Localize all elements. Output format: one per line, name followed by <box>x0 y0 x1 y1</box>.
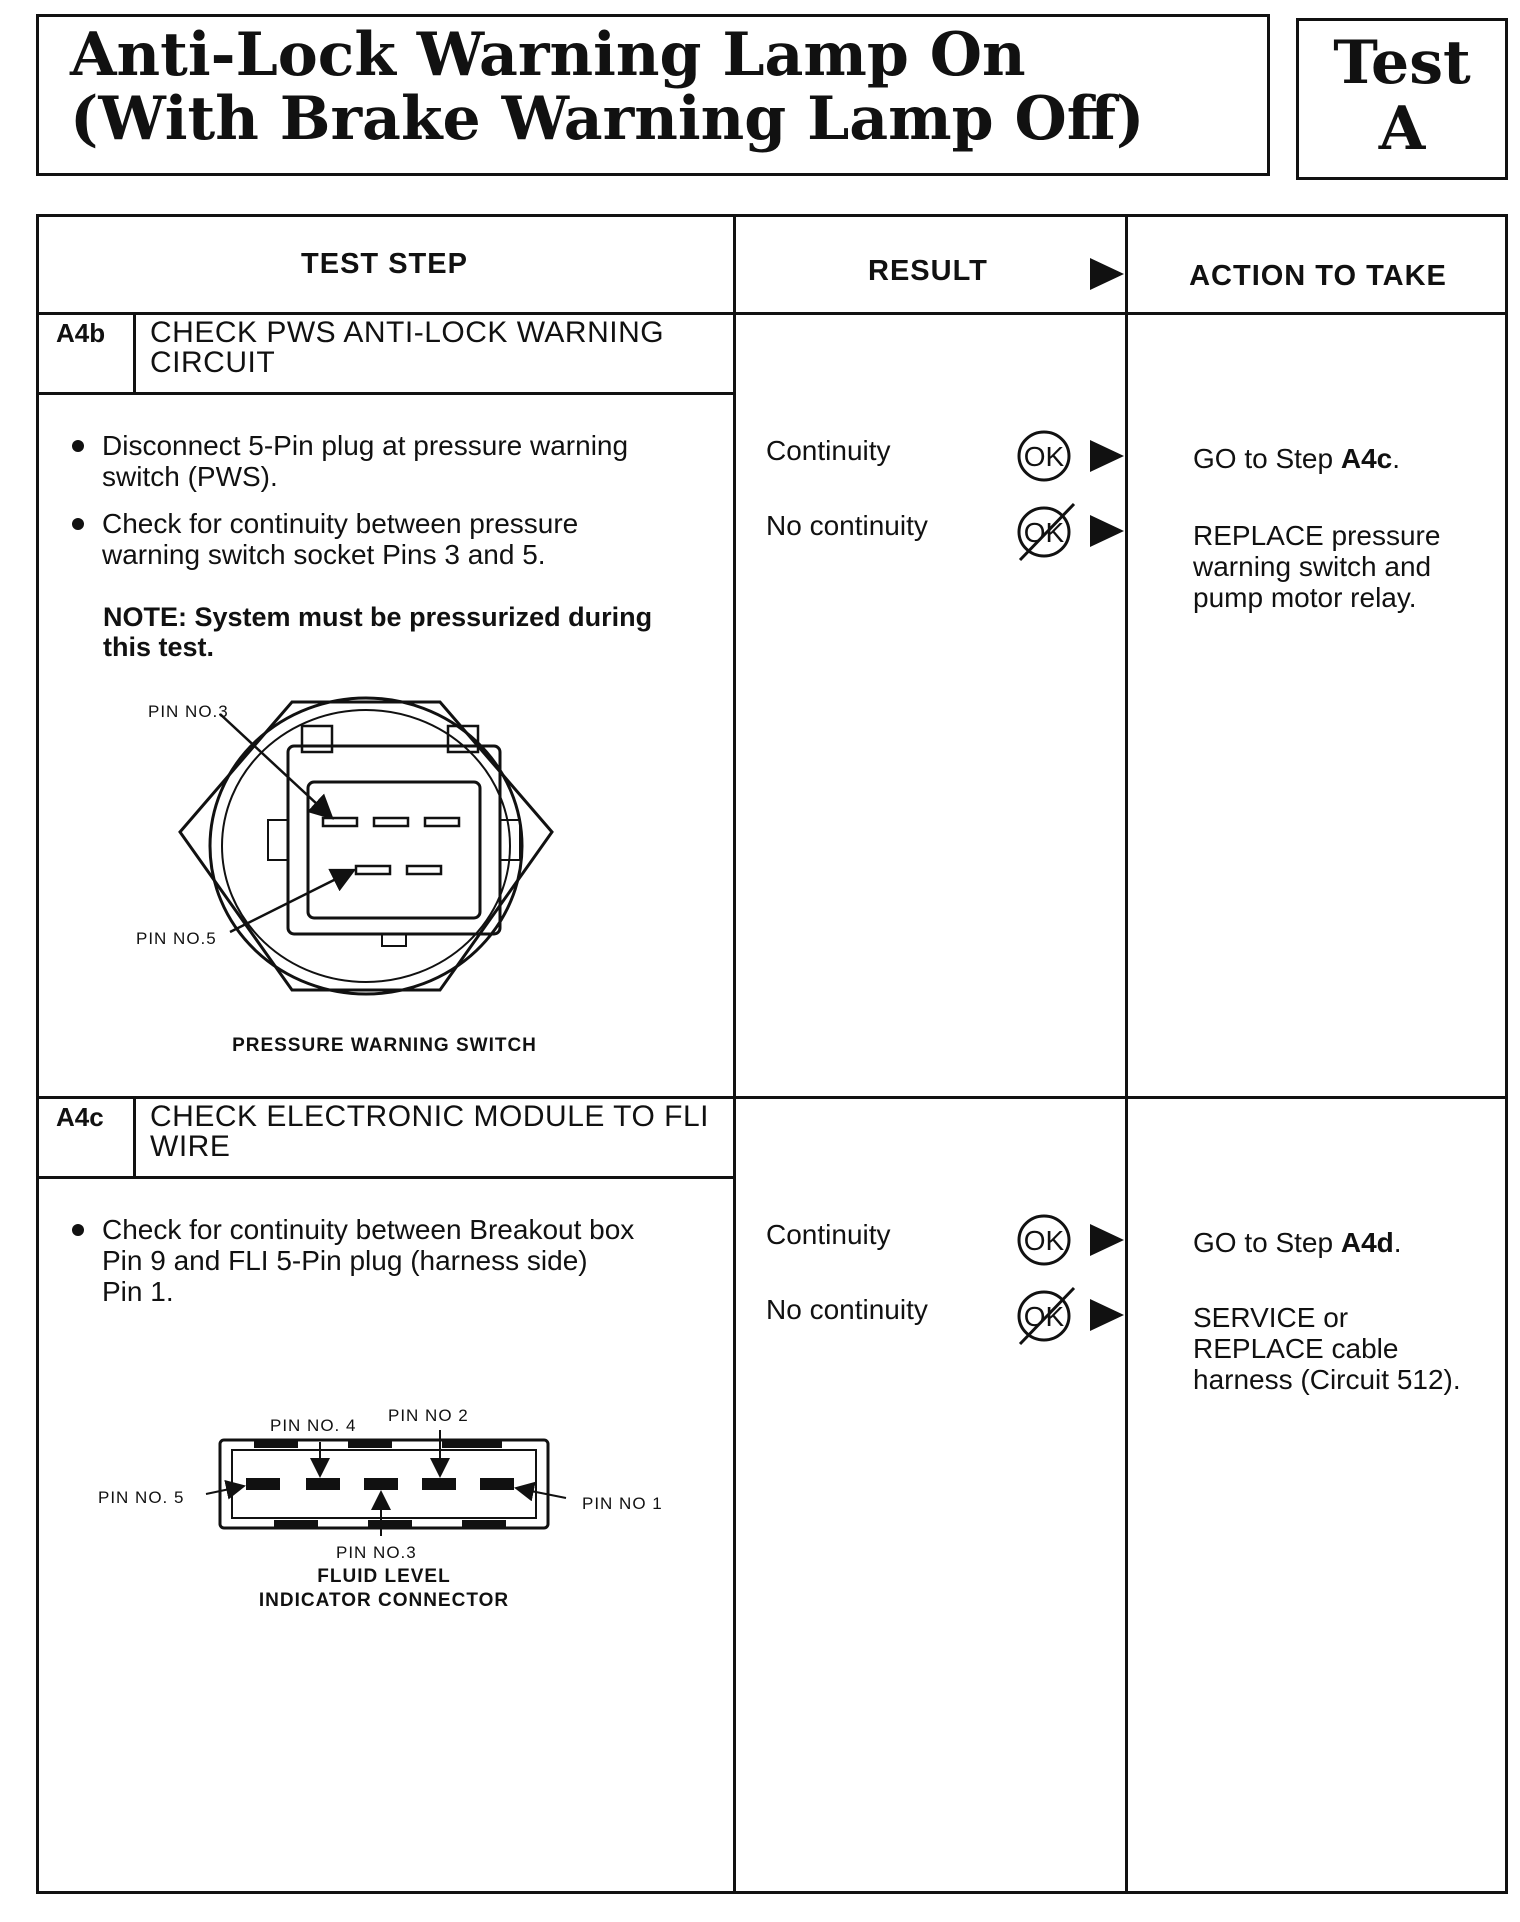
fli-pin1-label: PIN NO 1 <box>582 1494 663 1513</box>
result-arrow-icon <box>1088 438 1126 474</box>
fli-pin5-label: PIN NO. 5 <box>98 1488 185 1507</box>
ok-icon-text: OK <box>1023 1225 1065 1256</box>
step-a4c-title-line2: WIRE <box>150 1130 231 1163</box>
header-rule <box>36 312 1508 315</box>
step-a4b-note-line1: NOTE: System must be pressurized during <box>103 602 653 632</box>
step-a4c-id: A4c <box>56 1102 104 1132</box>
step-a4b-bullet2-line1: Check for continuity between pressure <box>102 508 579 539</box>
step-a4c-id-divider <box>133 1096 136 1178</box>
ok-icon <box>1016 428 1076 484</box>
step-a4b-note-line2: this test. <box>103 632 215 662</box>
fli-caption-line1: FLUID LEVEL <box>317 1566 451 1587</box>
step-a4b-action2-line1: REPLACE pressure <box>1193 520 1441 551</box>
not-ok-icon <box>1014 1284 1080 1348</box>
divider-result <box>733 214 736 1894</box>
step-a4b-id-divider <box>133 312 136 394</box>
step-a4b-action2-line2: warning switch and <box>1193 551 1432 582</box>
pws-pin3-label: PIN NO.3 <box>148 702 229 721</box>
column-header-test-step: TEST STEP <box>301 248 468 280</box>
action-text: . <box>1393 1227 1402 1258</box>
not-ok-icon <box>1014 500 1080 564</box>
step-a4c-title-rule <box>36 1176 733 1179</box>
column-header-action: ACTION TO TAKE <box>1189 260 1447 292</box>
test-letter: A <box>1378 94 1426 164</box>
step-a4b-result1-text: Continuity <box>766 435 891 466</box>
step-a4c-action2-line3: harness (Circuit 512). <box>1193 1364 1461 1395</box>
fli-caption-line2: INDICATOR CONNECTOR <box>258 1590 510 1611</box>
fli-pin2-label: PIN NO 2 <box>388 1406 469 1425</box>
pws-caption: PRESSURE WARNING SWITCH <box>232 1035 537 1056</box>
step-a4b-action1 <box>1193 443 1400 474</box>
step-a4c-top-rule <box>36 1096 1508 1099</box>
test-label: Test <box>1333 28 1471 98</box>
step-a4b-title-line1: CHECK PWS ANTI-LOCK WARNING <box>150 316 665 349</box>
column-header-result: RESULT <box>868 255 988 287</box>
result-arrow-icon <box>1088 513 1126 549</box>
step-a4c-title-line1: CHECK ELECTRONIC MODULE TO FLI <box>150 1100 709 1133</box>
step-a4b-bullet2-line2: warning switch socket Pins 3 and 5. <box>102 539 546 570</box>
bullet-dot <box>72 518 84 530</box>
page-title-line1: Anti-Lock Warning Lamp On <box>70 20 1026 90</box>
pressure-warning-switch-diagram <box>120 690 580 1020</box>
step-a4b-bullet1-line2: switch (PWS). <box>102 461 278 492</box>
page-title-line2: (With Brake Warning Lamp Off) <box>70 84 1145 154</box>
fli-pin4-label: PIN NO. 4 <box>270 1416 357 1435</box>
action-text: GO to Step <box>1193 443 1341 474</box>
result-arrow-icon <box>1088 1297 1126 1333</box>
step-a4b-id: A4b <box>56 318 106 348</box>
step-a4c-action2-line2: REPLACE cable <box>1193 1333 1399 1364</box>
step-a4c-bullet1-line3: Pin 1. <box>102 1276 174 1307</box>
ok-icon-text: OK <box>1023 441 1065 472</box>
ok-icon <box>1016 1212 1076 1268</box>
step-a4b-result2-text: No continuity <box>766 510 928 541</box>
result-arrow-icon <box>1088 1222 1126 1258</box>
step-a4c-bullet1-line1: Check for continuity between Breakout box <box>102 1214 635 1245</box>
action-text: GO to Step <box>1193 1227 1341 1258</box>
step-a4c-result1-text: Continuity <box>766 1219 891 1250</box>
action-text: . <box>1392 443 1401 474</box>
step-a4c-action2-line1: SERVICE or <box>1193 1302 1349 1333</box>
fli-pin3-label: PIN NO.3 <box>336 1543 417 1562</box>
step-a4b-action2-line3: pump motor relay. <box>1193 582 1417 613</box>
bullet-dot <box>72 440 84 452</box>
result-arrow-icon <box>1088 256 1126 292</box>
step-a4c-action1 <box>1193 1227 1402 1258</box>
action-step-ref: A4d <box>1340 1227 1394 1258</box>
step-a4b-bullet1-line1: Disconnect 5-Pin plug at pressure warning <box>102 430 629 461</box>
not-ok-icon-text: OK <box>1023 1301 1065 1332</box>
not-ok-icon-text: OK <box>1023 517 1065 548</box>
step-a4b-title-line2: CIRCUIT <box>150 346 276 379</box>
pws-pin5-label: PIN NO.5 <box>136 929 217 948</box>
bullet-dot <box>72 1224 84 1236</box>
step-a4c-result2-text: No continuity <box>766 1294 928 1325</box>
action-step-ref: A4c <box>1340 443 1393 474</box>
step-a4b-title-rule <box>36 392 733 395</box>
step-a4c-bullet1-line2: Pin 9 and FLI 5-Pin plug (harness side) <box>102 1245 588 1276</box>
fluid-level-connector-diagram <box>150 1400 610 1550</box>
